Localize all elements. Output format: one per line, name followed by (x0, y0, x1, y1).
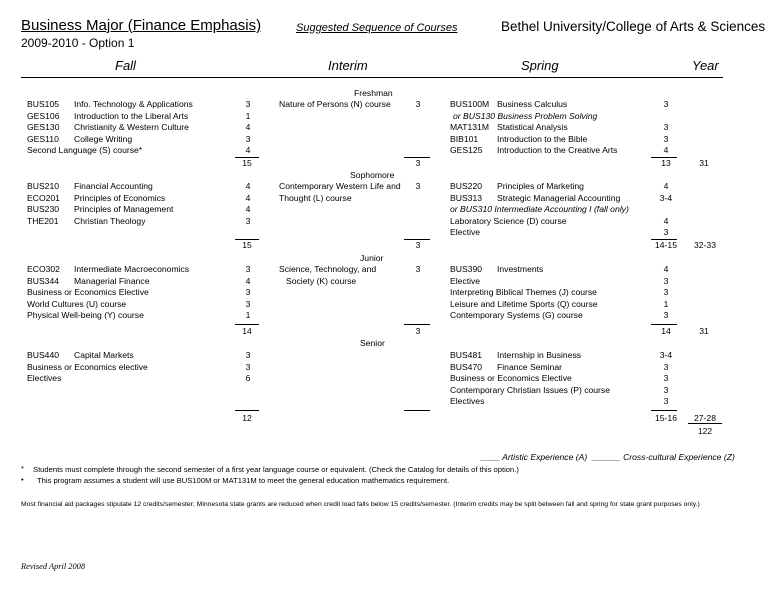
course-row: Laboratory Science (D) course (450, 215, 567, 226)
spring-credits-senior: 3-4 3 3 3 3 (659, 350, 673, 407)
course-row: GES125 Introduction to the Creative Arts (450, 145, 618, 156)
course-row: BUS390 Investments (450, 264, 544, 274)
crosscultural-experience-check[interactable]: ______ Cross-cultural Experience (Z) (592, 452, 735, 462)
course-row: or BUS130 Business Problem Solving (453, 110, 598, 121)
course-row: GES130 Christianity & Western Culture (27, 122, 189, 133)
spring-total-sophomore: 14-15 (655, 240, 677, 250)
interim-course-junior: Science, Technology, and Society (K) course (279, 264, 377, 286)
course-row: Contemporary Christian Issues (P) course (450, 384, 610, 395)
course-row: BUS344 Managerial Finance (27, 275, 150, 286)
suggested-sequence-label: Suggested Sequence of Courses (296, 22, 458, 34)
interim-total-sophomore: 3 (415, 240, 421, 250)
course-row: BUS230 Principles of Management (27, 204, 174, 215)
course-row: Business or Economics Elective (450, 373, 572, 384)
year-total-junior: 31 (699, 326, 709, 336)
fall-credits-senior: 3 3 6 (245, 350, 251, 384)
fall-total-sophomore: 15 (242, 240, 252, 250)
course-row: GES106 Introduction to the Liberal Arts (27, 110, 189, 121)
course-row: ECO201 Principles of Economics (27, 192, 166, 203)
course-row: BUS220 Principles of Marketing (450, 181, 584, 191)
course-row: Business or Economics Elective (27, 287, 149, 298)
total-rule (651, 324, 677, 325)
header-rule (21, 77, 723, 78)
total-rule (235, 324, 259, 325)
grand-total: 122 (697, 426, 713, 436)
total-rule (651, 410, 677, 411)
course-row: Second Language (S) course* (27, 145, 143, 156)
column-spring-heading: Spring (521, 58, 559, 73)
fall-courses-junior (27, 264, 189, 322)
course-row: Elective (450, 275, 481, 286)
spring-courses-sophomore (450, 181, 629, 239)
year-label-sophomore: Sophomore (350, 170, 395, 180)
course-row: BUS100M Business Calculus (450, 99, 568, 109)
interim-total-junior: 3 (415, 326, 421, 336)
year-total-sophomore: 32-33 (694, 240, 716, 250)
spring-total-junior: 14 (661, 326, 671, 336)
footnote-financial-aid: Most financial aid packages stipulate 12 credits/semester; Minnesota state grants are reduced when credit load falls below 15 credits/semester. (Interim credits may be split between fall and spring for state grant purposes only.) (21, 501, 700, 508)
year-label-junior: Junior (360, 253, 384, 263)
fall-total-junior: 14 (242, 326, 252, 336)
total-rule (235, 410, 259, 411)
year-total-freshman: 31 (699, 158, 709, 168)
footnote-math: This program assumes a student will use BUS100M or MAT131M to meet the general education mathematics requirement. (37, 476, 450, 485)
course-row: BIB101 Introduction to the Bible (450, 133, 588, 144)
course-row: ECO302 Intermediate Macroeconomics (27, 264, 190, 274)
course-row: GES110 College Writing (27, 133, 133, 144)
interim-credits-freshman: 3 (415, 99, 421, 109)
grand-total-rule (688, 423, 722, 424)
course-row: Elective (450, 227, 481, 238)
institution-name: Bethel University/College of Arts & Sciences (501, 19, 766, 34)
course-row: Interpreting Biblical Themes (J) course (450, 287, 597, 298)
course-row: BUS313 Strategic Managerial Accounting (450, 192, 621, 203)
fall-total-freshman: 15 (242, 158, 252, 168)
course-row: Business or Economics elective (27, 361, 148, 372)
page-title: Business Major (Finance Emphasis) (21, 17, 262, 34)
fall-credits-freshman: 3 1 4 3 4 (245, 99, 251, 156)
course-row: THE201 Christian Theology (27, 215, 146, 226)
course-row: BUS210 Financial Accounting (27, 181, 153, 191)
fall-courses-sophomore (27, 181, 173, 227)
footnote-language: Students must complete through the second semester of a first year language course or equivalent. (Check the Catalog for details of this option.) (33, 465, 519, 474)
spring-credits-junior: 4 3 3 1 3 (663, 264, 669, 321)
spring-courses-senior (450, 350, 610, 408)
spring-credits-freshman: 3 3 3 4 (663, 99, 669, 156)
spring-credits-sophomore: 4 3-4 4 3 (659, 181, 673, 238)
column-year-heading: Year (692, 58, 719, 73)
course-row: Physical Well-being (Y) course (27, 310, 144, 321)
course-row: BUS440 Capital Markets (27, 350, 134, 360)
year-total-senior: 27-28 (694, 413, 716, 423)
interim-course-freshman: Nature of Persons (N) course (279, 99, 391, 109)
spring-courses-freshman (450, 99, 617, 157)
spring-total-senior: 15-16 (655, 413, 677, 423)
interim-course-sophomore: Contemporary Western Life and Thought (L) course (279, 181, 401, 203)
course-row: MAT131M Statistical Analysis (450, 122, 568, 133)
total-rule (404, 324, 430, 325)
footnote-bullet-mark: • (21, 475, 24, 484)
option-label: 2009-2010 - Option 1 (21, 36, 135, 50)
revised-date: Revised April 2008 (21, 562, 86, 571)
fall-total-senior: 12 (242, 413, 252, 423)
course-row: Electives (450, 396, 485, 407)
course-row: BUS105 Info. Technology & Applications (27, 99, 193, 109)
column-interim-heading: Interim (328, 58, 368, 73)
year-label-senior: Senior (360, 338, 385, 348)
course-row: Contemporary Systems (G) course (450, 310, 583, 321)
interim-credits-sophomore: 3 (415, 181, 421, 191)
column-fall-heading: Fall (115, 58, 136, 73)
course-row: or BUS310 Intermediate Accounting I (fall only) (450, 204, 629, 215)
footnote-star-mark: * (21, 464, 24, 473)
fall-credits-sophomore: 4 4 4 3 (245, 181, 251, 226)
total-rule (404, 410, 430, 411)
fall-courses-freshman (27, 99, 193, 157)
course-row: Leisure and Lifetime Sports (Q) course (450, 298, 598, 309)
interim-credits-junior: 3 (415, 264, 421, 274)
course-row: BUS470 Finance Seminar (450, 361, 562, 372)
artistic-experience-check[interactable]: ____ Artistic Experience (A) (481, 452, 588, 462)
course-row: BUS481 Internship in Business (450, 350, 582, 360)
spring-courses-junior (450, 264, 598, 322)
course-row: Electives (27, 373, 62, 384)
year-label-freshman: Freshman (354, 88, 393, 98)
fall-credits-junior: 3 4 3 3 1 (245, 264, 251, 321)
spring-total-freshman: 13 (661, 158, 671, 168)
interim-total-freshman: 3 (415, 158, 421, 168)
course-row: World Cultures (U) course (27, 298, 127, 309)
fall-courses-senior (27, 350, 148, 385)
